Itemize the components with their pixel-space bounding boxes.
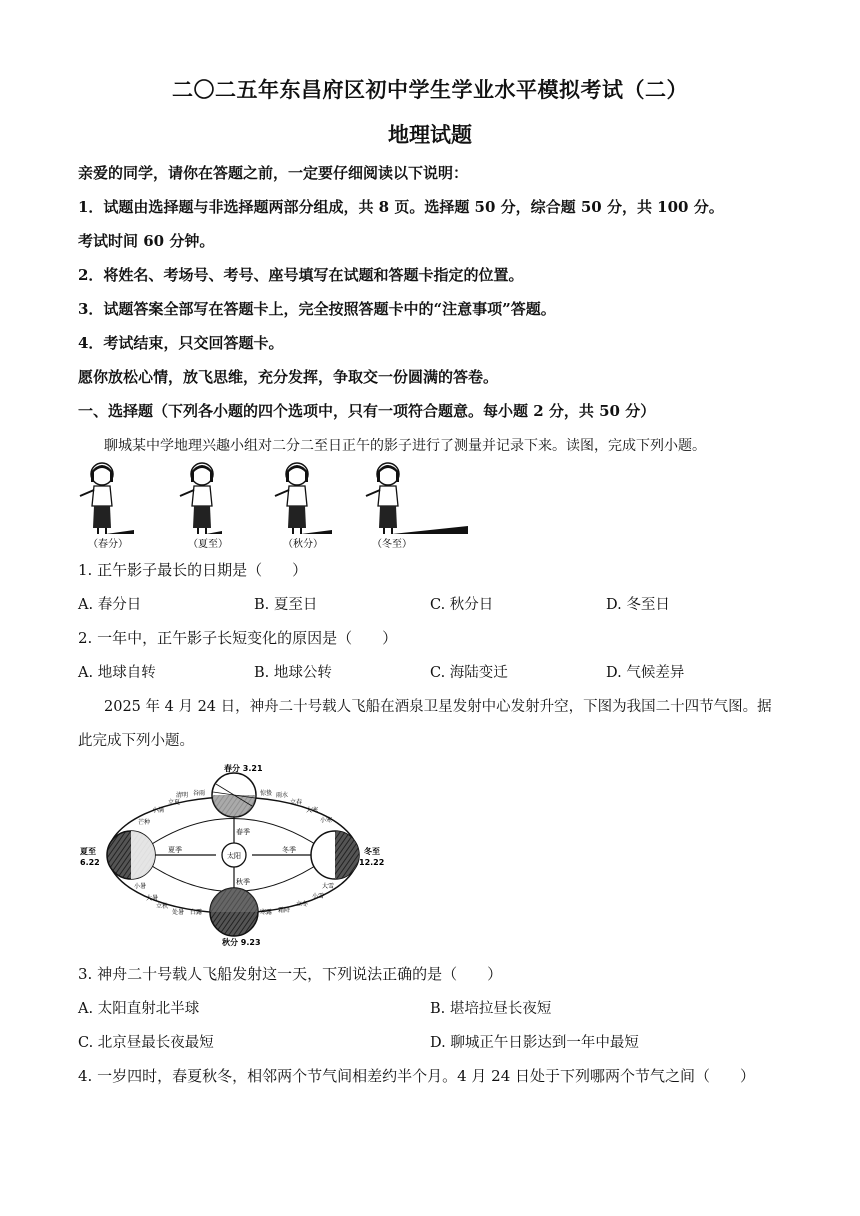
term-guyu: 谷雨	[193, 790, 206, 797]
term-lichun: 立春	[290, 799, 303, 806]
q3-option-b[interactable]: B. 堪培拉昼长夜短	[430, 1001, 552, 1017]
person-spring	[80, 463, 134, 534]
term-lixia: 立夏	[168, 799, 181, 806]
instruction-item-2: 2．将姓名、考场号、考号、座号填写在试题和答题卡指定的位置。	[78, 266, 524, 284]
globe-spring	[212, 773, 256, 817]
term-chushu: 处暑	[172, 909, 185, 916]
season-summer: 夏季	[168, 846, 182, 854]
q1-stem: 1. 正午影子最长的日期是（ ）	[78, 561, 308, 579]
autumn-equinox-label: 秋分 9.23	[222, 938, 261, 947]
person-autumn	[275, 463, 332, 534]
term-xiaoxue: 小雪	[312, 893, 325, 900]
q3-option-c[interactable]: C. 北京昼最长夜最短	[78, 1035, 214, 1051]
globe-autumn	[210, 888, 258, 936]
q2-stem: 2. 一年中，正午影子长短变化的原因是（ ）	[78, 629, 398, 647]
term-xiaoman: 小满	[152, 807, 165, 814]
exam-subtitle: 地理试题	[388, 122, 472, 147]
spring-equinox-label: 春分 3.21	[224, 764, 263, 773]
season-autumn: 秋季	[236, 878, 250, 886]
passage-2: 2025 年 4 月 24 日，神舟二十号载人飞船在酒泉卫星发射中心发射升空，下图为我国二十四节气图。据	[104, 699, 772, 715]
q3-option-a[interactable]: A. 太阳直射北半球	[78, 1001, 200, 1017]
solar-terms-figure	[76, 762, 388, 948]
instruction-item-1: 1．试题由选择题与非选择题两部分组成，共 8 页。选择题 50 分，综合题 50 分，共 100 分。	[78, 198, 724, 216]
instruction-item-1-cont: 考试时间 60 分钟。	[78, 232, 215, 250]
label-summer: （夏至）	[188, 539, 228, 550]
sun-label: 太阳	[227, 852, 241, 860]
instruction-item-4: 4．考试结束，只交回答题卡。	[78, 334, 284, 352]
q2-option-b[interactable]: B. 地球公转	[254, 665, 332, 681]
person-summer	[180, 463, 222, 534]
winter-solstice-date: 12.22	[359, 858, 385, 867]
label-spring: （春分）	[88, 539, 128, 550]
term-daxue: 大雪	[322, 883, 335, 890]
term-yushui: 雨水	[276, 792, 289, 799]
term-lidong: 立冬	[296, 901, 309, 908]
q1-option-c[interactable]: C. 秋分日	[430, 597, 494, 613]
term-bailu: 白露	[190, 909, 203, 916]
term-mangzhong: 芒种	[138, 819, 151, 826]
q1-option-a[interactable]: A. 春分日	[78, 597, 142, 613]
term-jingzhe: 惊蛰	[260, 790, 273, 797]
term-dahan: 大寒	[306, 807, 319, 814]
term-hanlu: 寒露	[260, 909, 273, 916]
q1-option-b[interactable]: B. 夏至日	[254, 597, 318, 613]
globe-summer	[107, 831, 155, 879]
season-spring: 春季	[236, 828, 250, 836]
globe-winter	[311, 831, 359, 879]
person-winter	[366, 463, 468, 534]
section-heading: 一、选择题（下列各小题的四个选项中，只有一项符合题意。每小题 2 分，共 50 分）	[78, 402, 656, 420]
instruction-wish: 愿你放松心情，放飞思维，充分发挥，争取交一份圆满的答卷。	[78, 368, 499, 386]
q2-option-a[interactable]: A. 地球自转	[78, 665, 156, 681]
label-autumn: （秋分）	[283, 539, 323, 550]
season-winter: 冬季	[282, 846, 296, 854]
q2-option-c[interactable]: C. 海陆变迁	[430, 665, 508, 681]
q4-stem: 4. 一岁四时，春夏秋冬，相邻两个节气间相差约半个月。4 月 24 日处于下列哪两个节气之间（ ）	[78, 1067, 756, 1085]
label-winter: （冬至）	[372, 539, 412, 550]
instructions-intro: 亲爱的同学，请你在答题之前，一定要仔细阅读以下说明：	[78, 164, 469, 182]
term-xiaoshu: 小暑	[134, 883, 147, 890]
exam-title: 二〇二五年东昌府区初中学生学业水平模拟考试（二）	[172, 77, 688, 102]
winter-solstice-name: 冬至	[364, 847, 380, 856]
passage-1: 聊城某中学地理兴趣小组对二分二至日正午的影子进行了测量并记录下来。读图，完成下列小题。	[104, 438, 706, 454]
q2-option-d[interactable]: D. 气候差异	[606, 665, 685, 681]
summer-solstice-date: 6.22	[80, 858, 100, 867]
passage-2-cont: 此完成下列小题。	[78, 733, 194, 749]
summer-solstice-name: 夏至	[80, 847, 96, 856]
q3-option-d[interactable]: D. 聊城正午日影达到一年中最短	[430, 1035, 639, 1051]
q1-option-d[interactable]: D. 冬至日	[606, 597, 670, 613]
q3-stem: 3. 神舟二十号载人飞船发射这一天，下列说法正确的是（ ）	[78, 965, 503, 983]
term-shuangjiang: 霜降	[278, 907, 291, 914]
term-qingming: 清明	[176, 792, 189, 799]
shadow-figure	[70, 458, 480, 554]
instruction-item-3: 3．试题答案全部写在答题卡上，完全按照答题卡中的“注意事项”答题。	[78, 300, 556, 318]
term-xiaohan: 小寒	[320, 817, 333, 824]
term-liqiu: 立秋	[156, 903, 169, 910]
term-dashu: 大暑	[146, 895, 159, 902]
